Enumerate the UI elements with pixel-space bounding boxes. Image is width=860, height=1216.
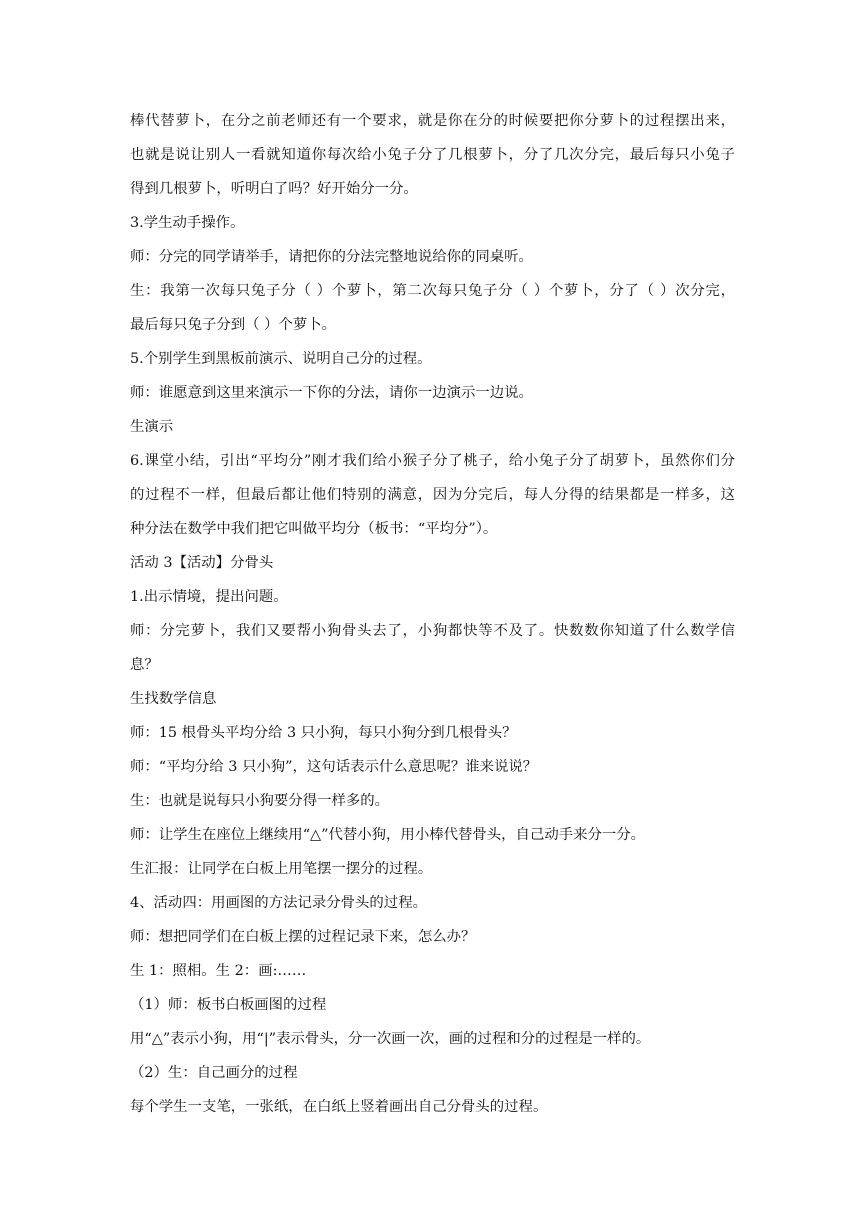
paragraph-line: 生演示 [130, 419, 174, 435]
paragraph-line: 师：“平均分给 3 只小狗”，这句话表示什么意思呢？谁来说说？ [130, 759, 538, 775]
paragraph-line: 最后每只兔子分到（ ）个萝卜。 [130, 317, 337, 333]
paragraph-line: 师：分完萝卜，我们又要帮小狗骨头去了，小狗都快等不及了。快数数你知道了什么数学信 [130, 623, 735, 639]
paragraph-line: 3.学生动手操作。 [130, 215, 245, 231]
paragraph-line: 4、活动四：用画图的方法记录分骨头的过程。 [130, 895, 427, 911]
paragraph-line: 每个学生一支笔，一张纸，在白纸上竖着画出自己分骨头的过程。 [130, 1099, 548, 1115]
paragraph-line: 用“△”表示小狗，用“|”表示骨头，分一次画一次，画的过程和分的过程是一样的。 [130, 1031, 651, 1047]
paragraph-line: 1.出示情境，提出问题。 [130, 589, 288, 605]
document-body [130, 104, 735, 1124]
section-heading: 活动 3【活动】分骨头 [130, 555, 274, 571]
paragraph-line: 息？ [130, 657, 159, 673]
paragraph-line: 师：让学生在座位上继续用“△”代替小狗，用小棒代替骨头，自己动手来分一分。 [130, 827, 646, 843]
paragraph-line: （2）生：自己画分的过程 [130, 1065, 298, 1081]
paragraph-line: 也就是说让别人一看就知道你每次给小兔子分了几根萝卜，分了几次分完，最后每只小兔子 [130, 147, 735, 163]
paragraph-line: 的过程不一样，但最后都让他们特别的满意，因为分完后，每人分得的结果都是一样多，这 [130, 487, 735, 503]
paragraph-line: 6.课堂小结，引出“平均分”刚才我们给小猴子分了桃子，给小兔子分了胡萝卜，虽然你们分 [130, 453, 735, 469]
paragraph-line: 棒代替萝卜，在分之前老师还有一个要求，就是你在分的时候要把你分萝卜的过程摆出来， [130, 113, 735, 129]
paragraph-line: 师：想把同学们在白板上摆的过程记录下来，怎么办？ [130, 929, 476, 945]
paragraph-line: 得到几根萝卜，听明白了吗？好开始分一分。 [130, 181, 418, 197]
paragraph-line: （1）师：板书白板画图的过程 [130, 997, 327, 1013]
paragraph-line: 生：也就是说每只小狗要分得一样多的。 [130, 793, 390, 809]
paragraph-line: 种分法在数学中我们把它叫做平均分（板书：“平均分”）。 [130, 521, 498, 537]
paragraph-line: 师：分完的同学请举手，请把你的分法完整地说给你的同桌听。 [130, 249, 533, 265]
paragraph-line: 5.个别学生到黑板前演示、说明自己分的过程。 [130, 351, 432, 367]
paragraph-line: 生：我第一次每只兔子分（ ）个萝卜，第二次每只兔子分（ ）个萝卜，分了（ ）次分完， [130, 283, 735, 299]
paragraph-line: 师：谁愿意到这里来演示一下你的分法，请你一边演示一边说。 [130, 385, 533, 401]
paragraph-line: 生找数学信息 [130, 691, 217, 707]
paragraph-line: 生 1：照相。生 2：画:…… [130, 963, 307, 979]
paragraph-line: 师：15 根骨头平均分给 3 只小狗，每只小狗分到几根骨头？ [130, 725, 517, 741]
paragraph-line: 生汇报：让同学在白板上用笔摆一摆分的过程。 [130, 861, 433, 877]
